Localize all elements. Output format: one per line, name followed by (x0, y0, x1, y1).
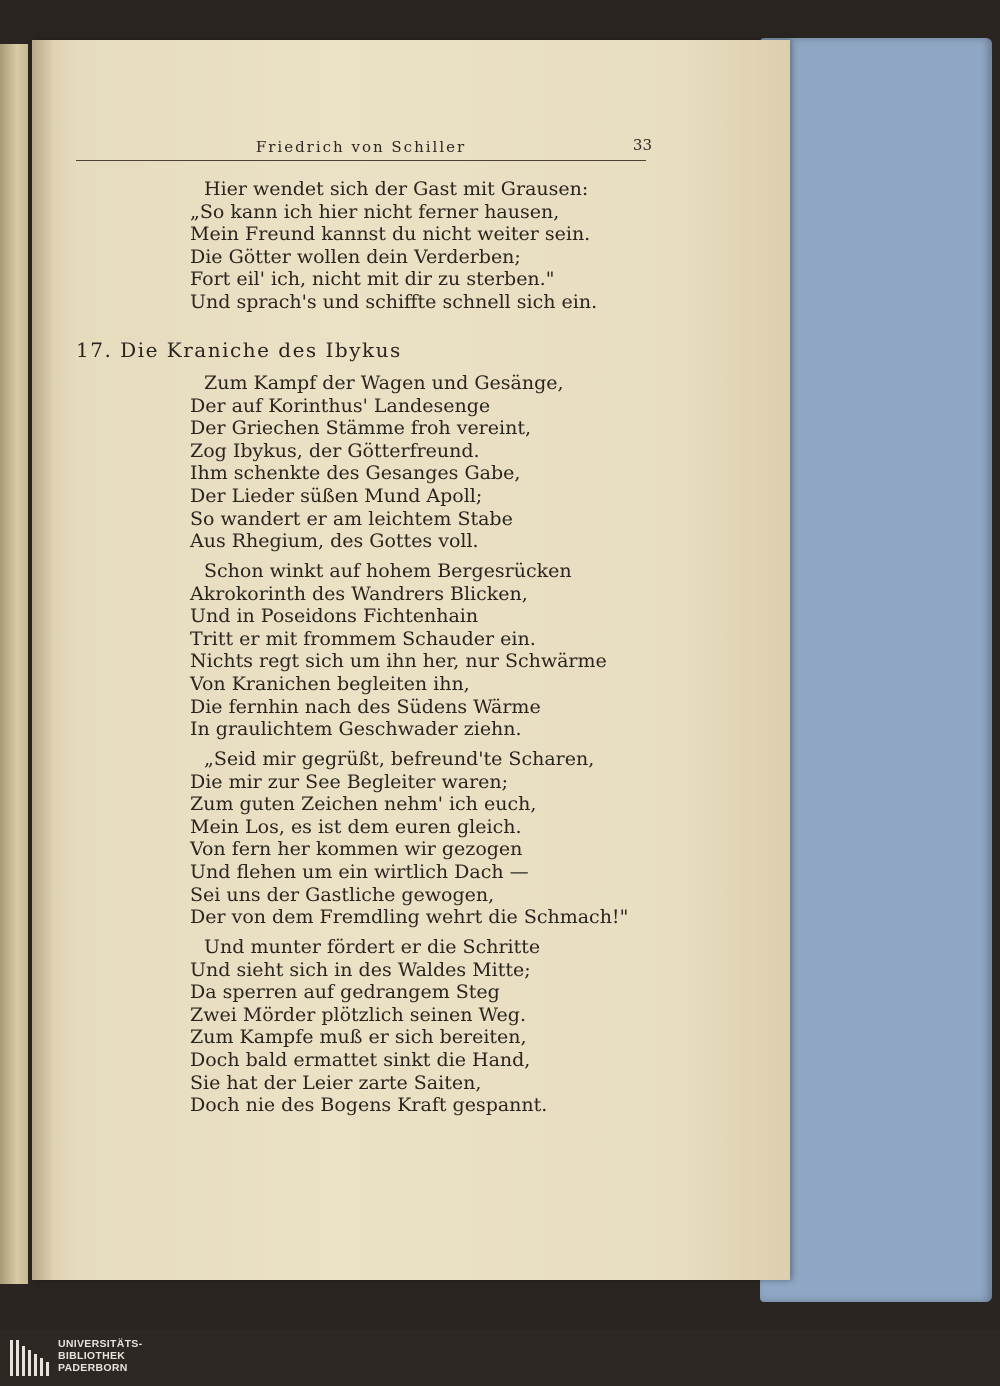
gutter-shadow (32, 40, 54, 1280)
logo-line: UNIVERSITÄTS- (58, 1338, 143, 1350)
verse-line: Tritt er mit frommem Schauder ein. (190, 627, 536, 650)
verse-line: Der von dem Fremdling wehrt die Schmach!" (190, 906, 629, 929)
verse-line: Aus Rhegium, des Gottes voll. (190, 530, 479, 553)
library-logo-text (58, 1338, 142, 1374)
previous-page-edge (0, 44, 28, 1284)
verse-line: Die fernhin nach des Südens Wärme (190, 695, 541, 718)
verse-line: In graulichtem Geschwader ziehn. (190, 718, 522, 741)
verse-line: Doch nie des Bogens Kraft gespannt. (190, 1094, 548, 1117)
verse-line: Die Götter wollen dein Verderben; (190, 245, 521, 268)
verse-line: Und munter fördert er die Schritte (204, 936, 541, 958)
book-page (32, 40, 790, 1280)
verse-line: Da sperren auf gedrangem Steg (190, 981, 500, 1004)
verse-line: So wandert er am leichtem Stabe (190, 507, 513, 530)
verse-line: Und in Poseidons Fichtenhain (190, 605, 479, 628)
verse-line: Und sprach's und schiffte schnell sich ein. (190, 290, 598, 313)
verse-line: Schon winkt auf hohem Bergesrücken (204, 560, 572, 582)
logo-line: BIBLIOTHEK (58, 1350, 126, 1362)
verse-line: Und flehen um ein wirtlich Dach — (190, 860, 529, 883)
verse-line: Der Lieder süßen Mund Apoll; (190, 484, 483, 507)
verse-line: Zog Ibykus, der Götterfreund. (190, 439, 480, 462)
verse-line: Und sieht sich in des Waldes Mitte; (190, 958, 531, 981)
verse-line: Doch bald ermattet sinkt die Hand, (190, 1048, 531, 1071)
verse-line: Mein Freund kannst du nicht weiter sein. (190, 223, 591, 246)
verse-line: Zum Kampf der Wagen und Gesänge, (204, 372, 564, 394)
stanza-1 (190, 372, 564, 553)
poem-heading: 17. Die Kraniche des Ibykus (76, 338, 402, 362)
verse-line: „So kann ich hier nicht ferner hausen, (190, 200, 560, 223)
verse-line: Von Kranichen begleiten ihn, (190, 672, 470, 695)
verse-line: Der auf Korinthus' Landesenge (190, 394, 491, 417)
verse-line: Zum guten Zeichen nehm' ich euch, (190, 793, 537, 816)
verse-line: Fort eil' ich, nicht mit dir zu sterben." (190, 268, 555, 291)
stanza-4 (190, 936, 547, 1117)
verse-line: „Seid mir gegrüßt, befreund'te Scharen, (204, 748, 595, 770)
verse-line: Zum Kampfe muß er sich bereiten, (190, 1026, 527, 1049)
verse-line: Ihm schenkte des Gesanges Gabe, (190, 462, 521, 485)
logo-line: PADERBORN (58, 1362, 128, 1374)
verse-line: Hier wendet sich der Gast mit Grausen: (204, 178, 589, 200)
verse-line: Mein Los, es ist dem euren gleich. (190, 815, 522, 838)
verse-line: Zwei Mörder plötzlich seinen Weg. (190, 1003, 526, 1026)
verse-line: Sei uns der Gastliche gewogen, (190, 883, 495, 906)
library-logo (10, 1336, 190, 1380)
stanza-3 (190, 748, 628, 929)
verse-line: Sie hat der Leier zarte Saiten, (190, 1071, 482, 1094)
page-number: 33 (632, 136, 652, 154)
verse-line: Nichts regt sich um ihn her, nur Schwärme (190, 650, 607, 673)
verse-line: Die mir zur See Begleiter waren; (190, 770, 509, 793)
book-cover-edge (760, 38, 992, 1302)
verse-line: Von fern her kommen wir gezogen (190, 838, 523, 861)
verse-line: Akrokorinth des Wandrers Blicken, (190, 582, 528, 605)
library-logo-icon (10, 1340, 50, 1376)
verse-line: Der Griechen Stämme froh vereint, (190, 417, 531, 440)
header-rule (76, 160, 646, 161)
stanza-2 (190, 560, 607, 741)
stanza-continued (190, 178, 597, 314)
running-head-title: Friedrich von Schiller (255, 138, 467, 156)
running-head (76, 136, 652, 164)
